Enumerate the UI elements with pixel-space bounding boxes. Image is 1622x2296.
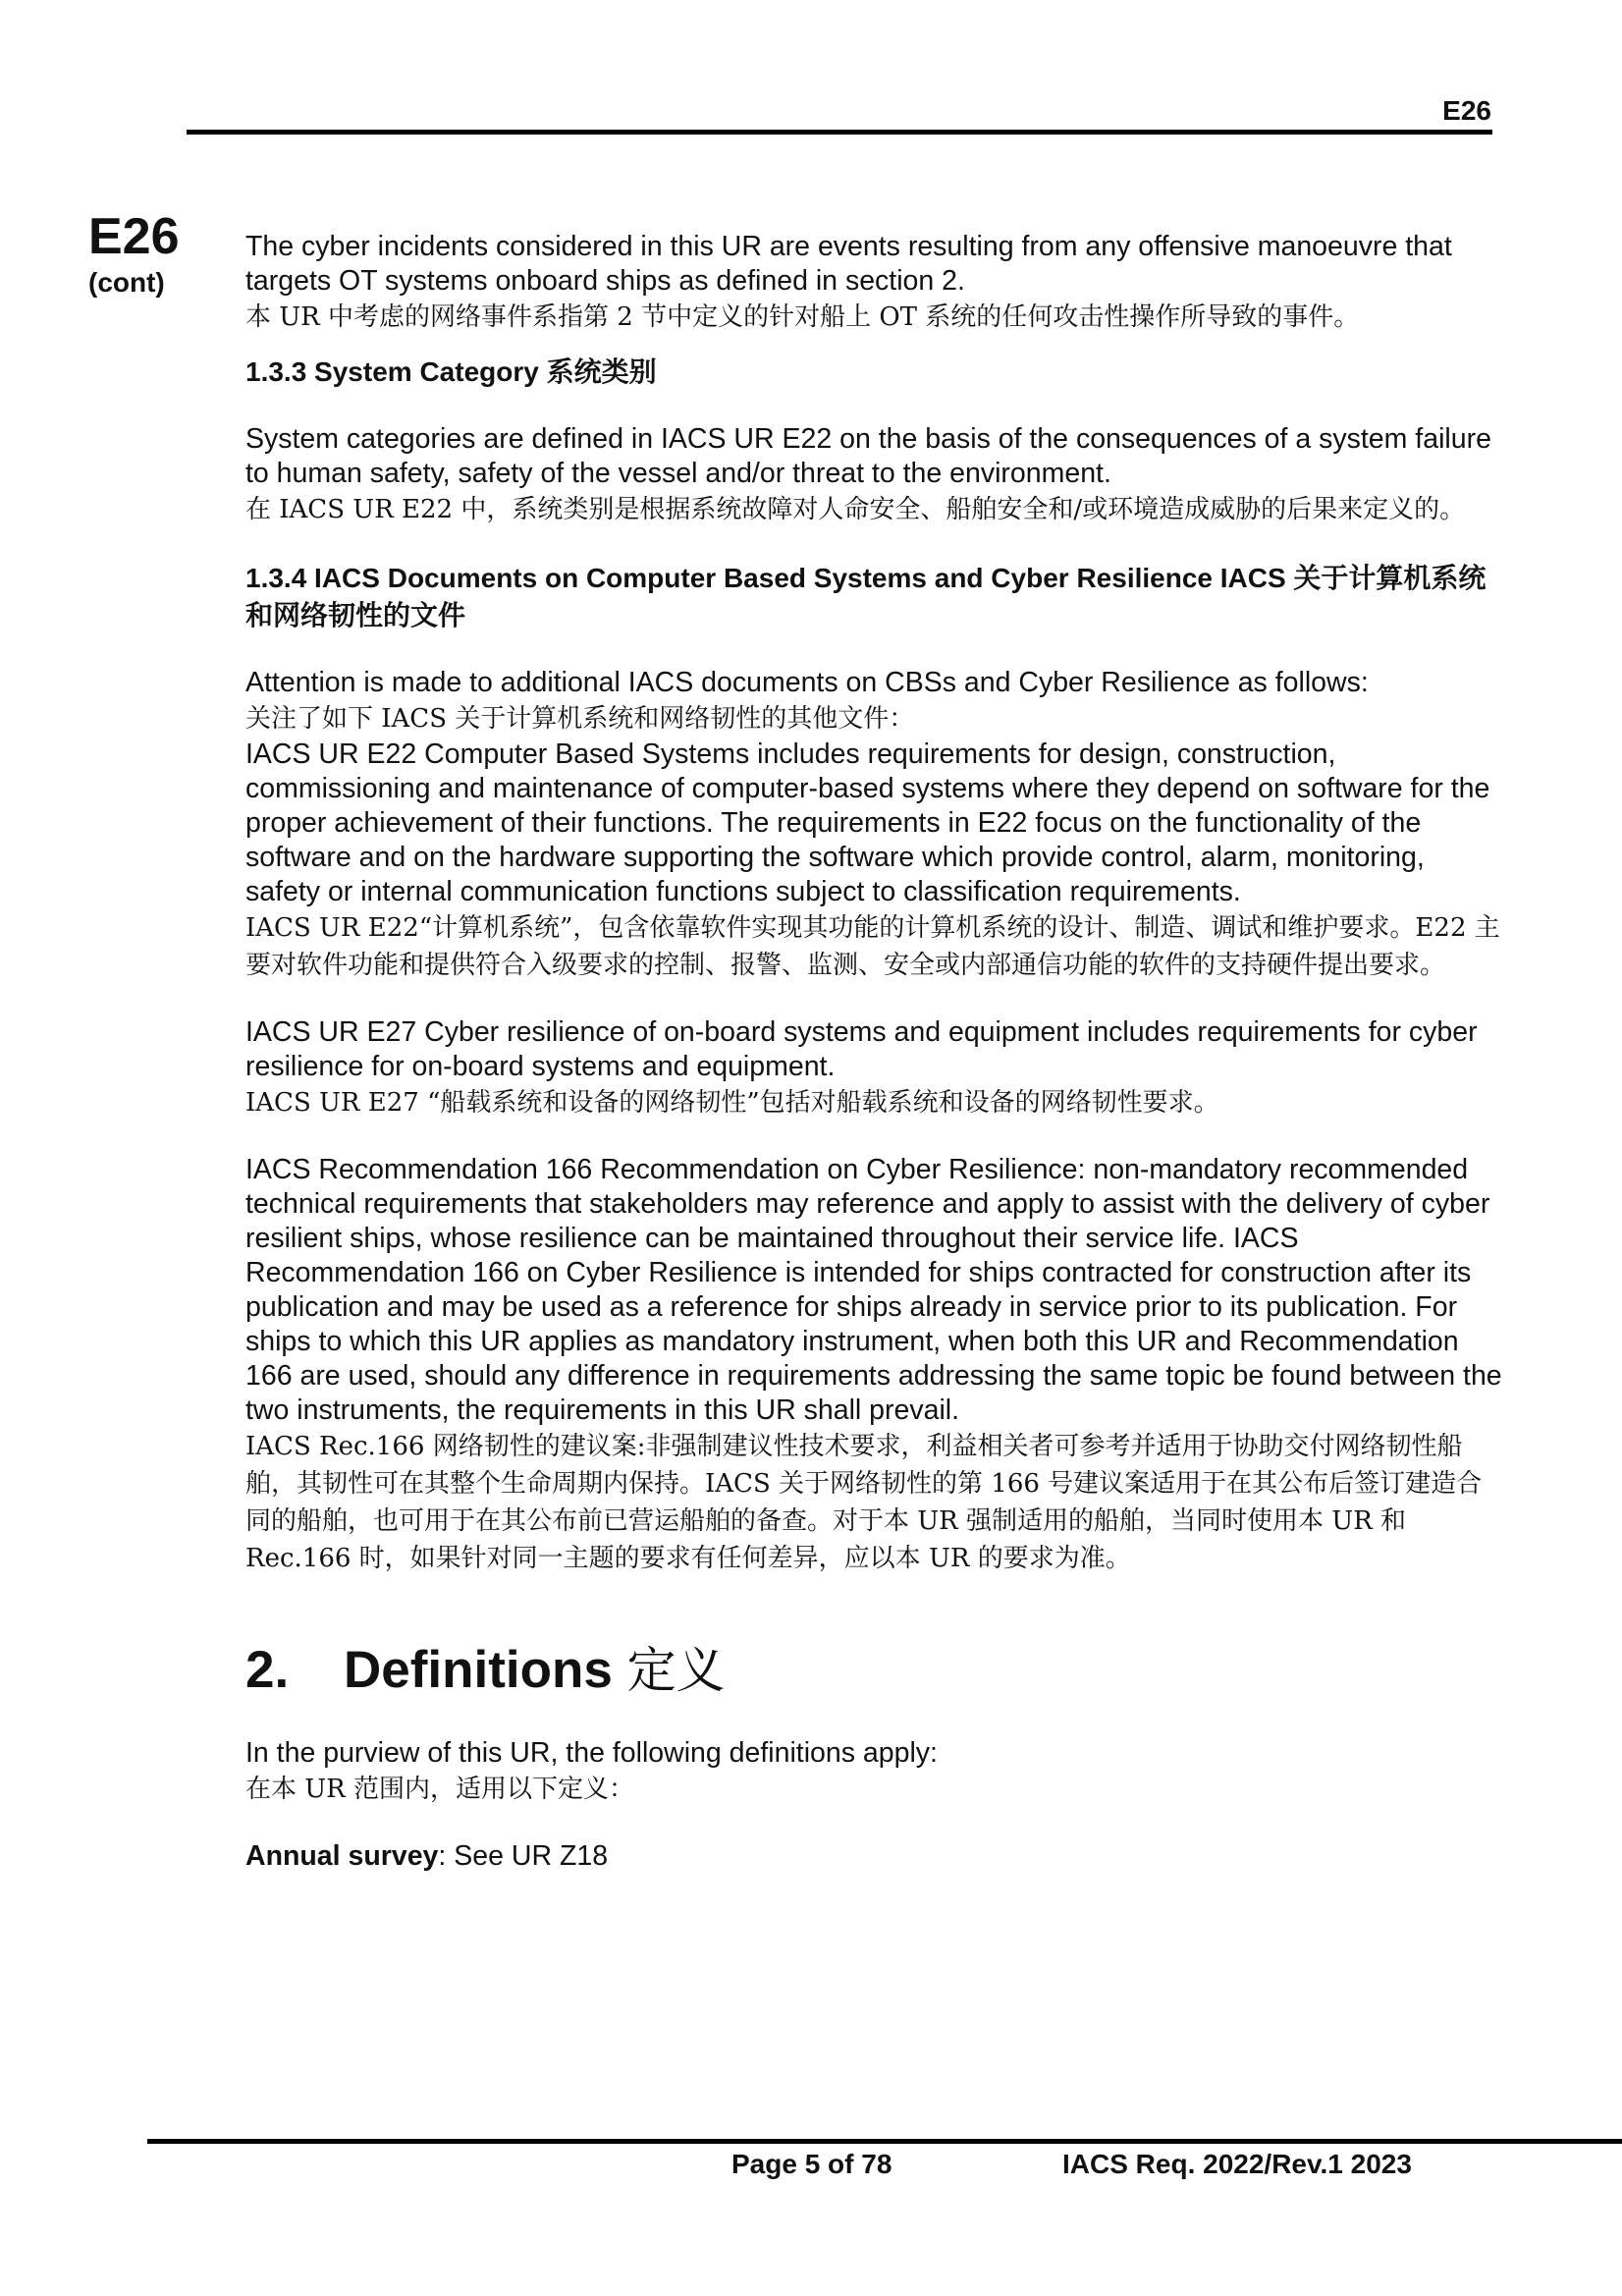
- paragraph-text-zh: IACS UR E27 “船载系统和设备的网络韧性”包括对船载系统和设备的网络韧性要求。: [245, 1088, 1219, 1118]
- paragraph-text-zh: IACS UR E22“计算机系统”，包含依靠软件实现其功能的计算机系统的设计、制造、调试和维护要求。E22 主要对软件功能和提供符合入级要求的控制、报警、监测、安全或内部通信功能的软件的支持硬件提出要求。: [245, 913, 1500, 980]
- section-heading-1-3-4: 1.3.4 IACS Documents on Computer Based Systems and Cyber Resilience IACS 关于计算机系统和网络韧性的文件: [245, 563, 1487, 630]
- header-code: E26: [1442, 95, 1491, 126]
- paragraph-text-zh: IACS Rec.166 网络韧性的建议案:非强制建议性技术要求，利益相关者可参考并适用于协助交付网络韧性船舶，其韧性可在其整个生命周期内保持。IACS 关于网络韧性的第 166 号建议案适用于在其公布后签订建造合同的船舶，也可用于在其公布前已营运船舶的备查。对于本 UR 强制适用的船舶，当同时使用本 UR 和 Rec.166 时，如果针对同一主题的要求有任何差异，应以本 UR 的要求为准。: [245, 1432, 1483, 1573]
- paragraph-text: IACS UR E27 Cyber resilience of on-board systems and equipment includes requirements for cyber resilience for on-board systems and equipment.: [245, 1016, 1478, 1082]
- definition-entry: [245, 1839, 1502, 1874]
- definition-text: : See UR Z18: [438, 1840, 609, 1872]
- paragraph-text-zh: 在 IACS UR E22 中，系统类别是根据系统故障对人命安全、船舶安全和/或环境造成威胁的后果来定义的。: [245, 495, 1466, 524]
- page-number: Page 5 of 78: [731, 2149, 892, 2179]
- bottom-rule: [147, 2139, 1622, 2144]
- paragraph-text: IACS Recommendation 166 Recommendation on Cyber Resilience: non-mandatory recommended technical requirements that stakeholders may reference and apply to assist with the delivery of cyber resilient ships, whose resilience can be maintained throughout their service life. IACS Recommendation 166 on Cyber Resilience is intended for ships contracted for construction after its publication and may be used as a reference for ships already in service prior to its publication. For ships to which this UR applies as mandatory instrument, when both this UR and Recommendation 166 are used, should any difference in requirements addressing the same topic be found between the two instruments, the requirements in this UR shall prevail.: [245, 1154, 1502, 1426]
- section-title: Definitions: [344, 1641, 613, 1699]
- section-heading-2: [245, 1636, 1502, 1705]
- document-body: [245, 230, 1502, 1874]
- paragraph-text-zh: 在本 UR 范围内，适用以下定义：: [245, 1775, 635, 1804]
- section-heading-1-3-3: 1.3.3 System Category 系统类别: [245, 356, 657, 387]
- top-rule: [187, 130, 1492, 135]
- definition-term: Annual survey: [245, 1840, 439, 1872]
- paragraph-text: IACS UR E22 Computer Based Systems includes requirements for design, construction, commissioning and maintenance of computer-based systems where they depend on software for the proper achievement of their functions. The requirements in E22 focus on the functionality of the software and on the hardware supporting the software which provide control, alarm, monitoring, safety or internal communication functions subject to classification requirements.: [245, 738, 1490, 907]
- paragraph-text: The cyber incidents considered in this UR are events resulting from any offensive manoeuvre that targets OT systems onboard ships as defined in section 2.: [245, 231, 1452, 297]
- paragraph-text: Attention is made to additional IACS documents on CBSs and Cyber Resilience as follows:: [245, 667, 1369, 698]
- paragraph-text: In the purview of this UR, the following definitions apply:: [245, 1737, 938, 1769]
- section-number: 2.: [245, 1641, 290, 1699]
- margin-cont-label: (cont): [88, 267, 165, 298]
- margin-code: E26: [88, 208, 180, 265]
- paragraph-text: System categories are defined in IACS UR E22 on the basis of the consequences of a system failure to human safety, safety of the vessel and/or threat to the environment.: [245, 423, 1491, 489]
- section-title-zh: 定义: [626, 1642, 726, 1699]
- paragraph-text-zh: 本 UR 中考虑的网络事件系指第 2 节中定义的针对船上 OT 系统的任何攻击性操作所导致的事件。: [245, 302, 1360, 332]
- paragraph-text-zh: 关注了如下 IACS 关于计算机系统和网络韧性的其他文件：: [245, 704, 915, 734]
- document-reference: IACS Req. 2022/Rev.1 2023: [1062, 2149, 1412, 2179]
